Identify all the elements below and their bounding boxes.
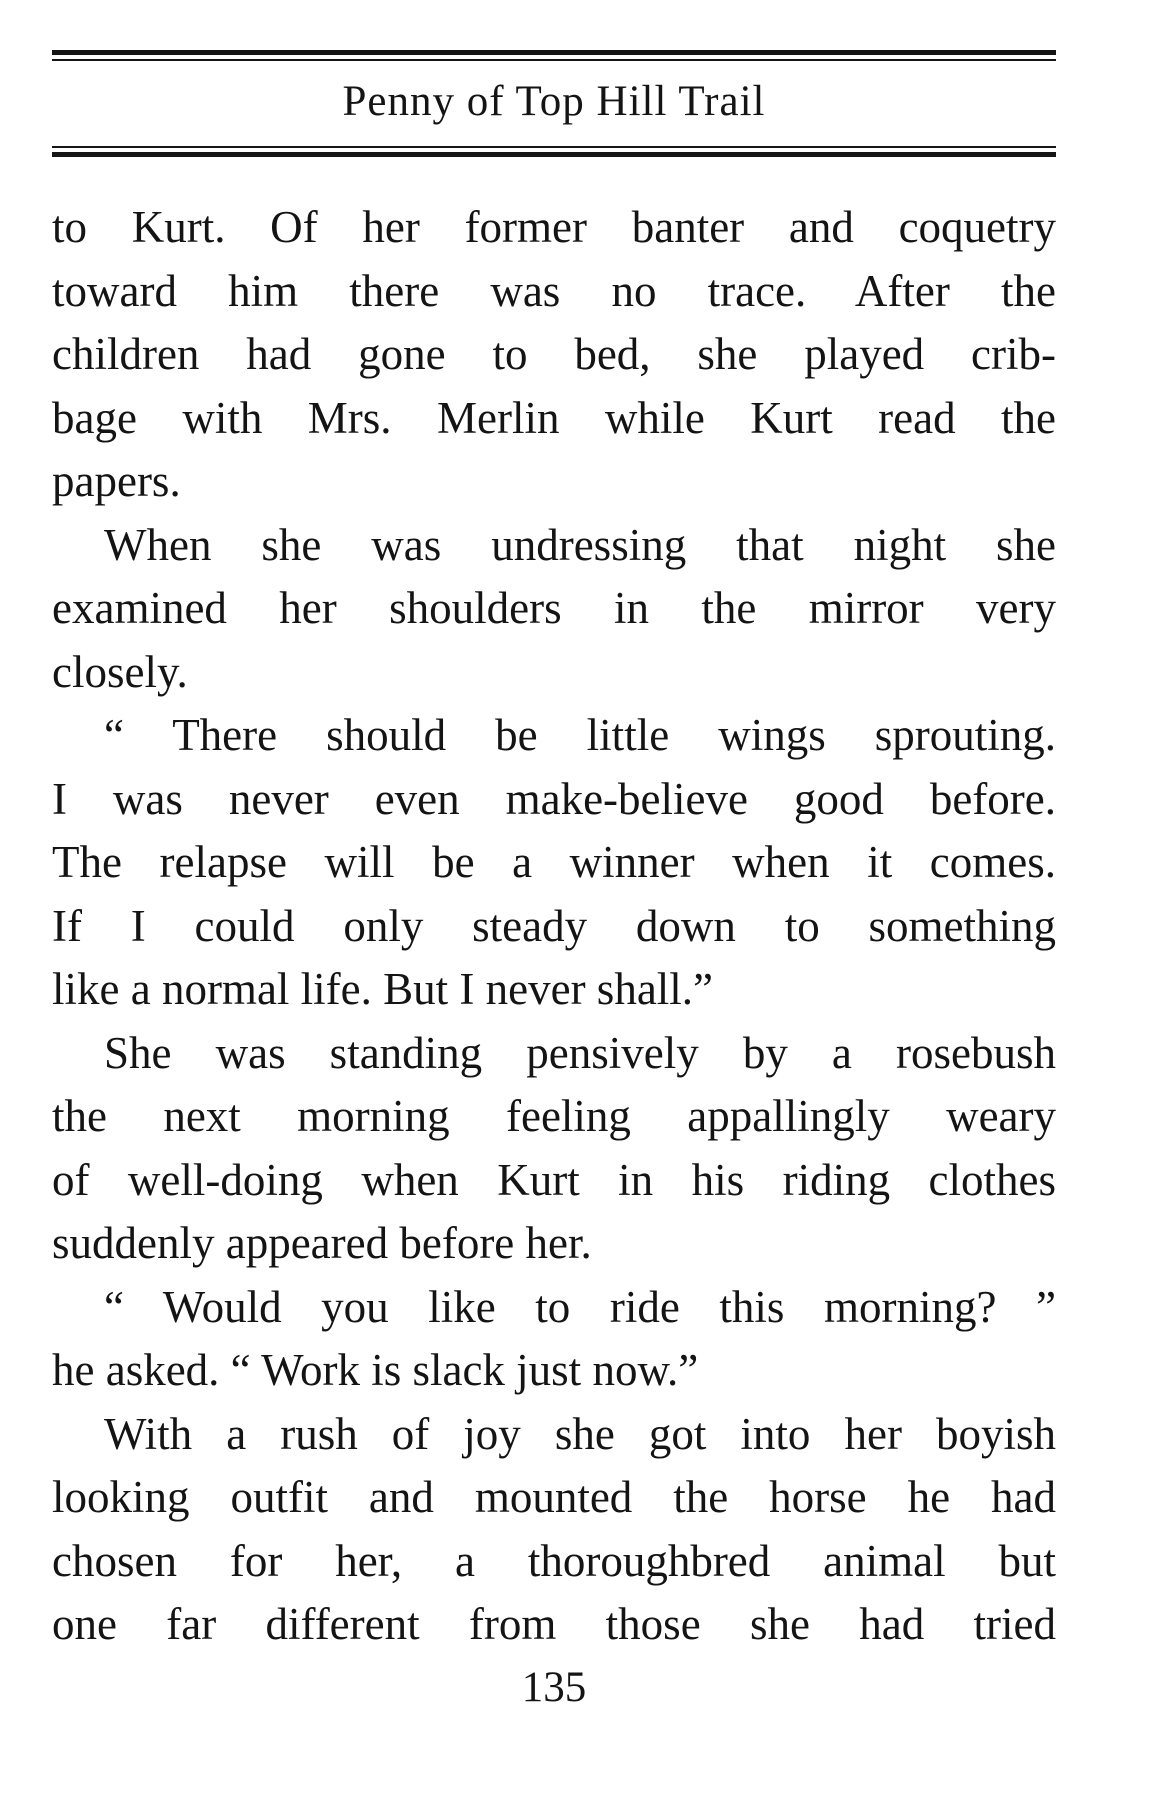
text-line: If I could only steady down to something xyxy=(52,900,1056,951)
paragraph xyxy=(52,196,1056,514)
running-head: Penny of Top Hill Trail xyxy=(342,78,766,125)
paragraph xyxy=(52,704,1056,1022)
text-line: of well-doing when Kurt in his riding clothes xyxy=(52,1154,1056,1205)
page-number: 135 xyxy=(521,1664,587,1711)
text-line: children had gone to bed, she played crib- xyxy=(52,329,1056,379)
paragraph xyxy=(52,514,1056,705)
header-rule-top xyxy=(52,50,1056,61)
text-line: to Kurt. Of her former banter and coquetry xyxy=(52,202,1056,252)
paragraph xyxy=(52,1276,1056,1403)
text-line: toward him there was no trace. After the xyxy=(52,265,1056,316)
header-rule-bottom xyxy=(52,146,1056,157)
body-text xyxy=(52,196,1056,1657)
paragraph xyxy=(52,1403,1056,1657)
text-line: one far different from those she had tried xyxy=(52,1599,1056,1649)
text-line: She was standing pensively by a rosebush xyxy=(104,1027,1056,1078)
text-line: “ There should be little wings sprouting. xyxy=(104,710,1056,760)
text-line: “ Would you like to ride this morning? ” xyxy=(104,1281,1056,1332)
text-line: When she was undressing that night she xyxy=(104,519,1056,570)
text-line: bage with Mrs. Merlin while Kurt read the xyxy=(52,392,1056,443)
header-rule-top-thin xyxy=(52,59,1056,61)
paragraph xyxy=(52,1022,1056,1276)
text-line: examined her shoulders in the mirror very xyxy=(52,583,1056,633)
text-line: looking outfit and mounted the horse he had xyxy=(52,1472,1056,1522)
text-line: papers. xyxy=(52,456,181,506)
text-line: With a rush of joy she got into her boyish xyxy=(104,1408,1056,1459)
header-rule-bottom-thick xyxy=(52,152,1056,157)
text-line: I was never even make-believe good before. xyxy=(52,773,1056,824)
header-rule-bottom-thin xyxy=(52,146,1056,148)
header-rule-top-thick xyxy=(52,50,1056,55)
text-line: he asked. “ Work is slack just now.” xyxy=(52,1345,699,1395)
text-line: closely. xyxy=(52,646,188,697)
text-line: The relapse will be a winner when it comes. xyxy=(52,837,1056,887)
text-line: the next morning feeling appallingly weary xyxy=(52,1091,1056,1141)
text-line: like a normal life. But I never shall.” xyxy=(52,964,714,1014)
text-line: chosen for her, a thoroughbred animal but xyxy=(52,1535,1056,1586)
text-line: suddenly appeared before her. xyxy=(52,1218,592,1268)
